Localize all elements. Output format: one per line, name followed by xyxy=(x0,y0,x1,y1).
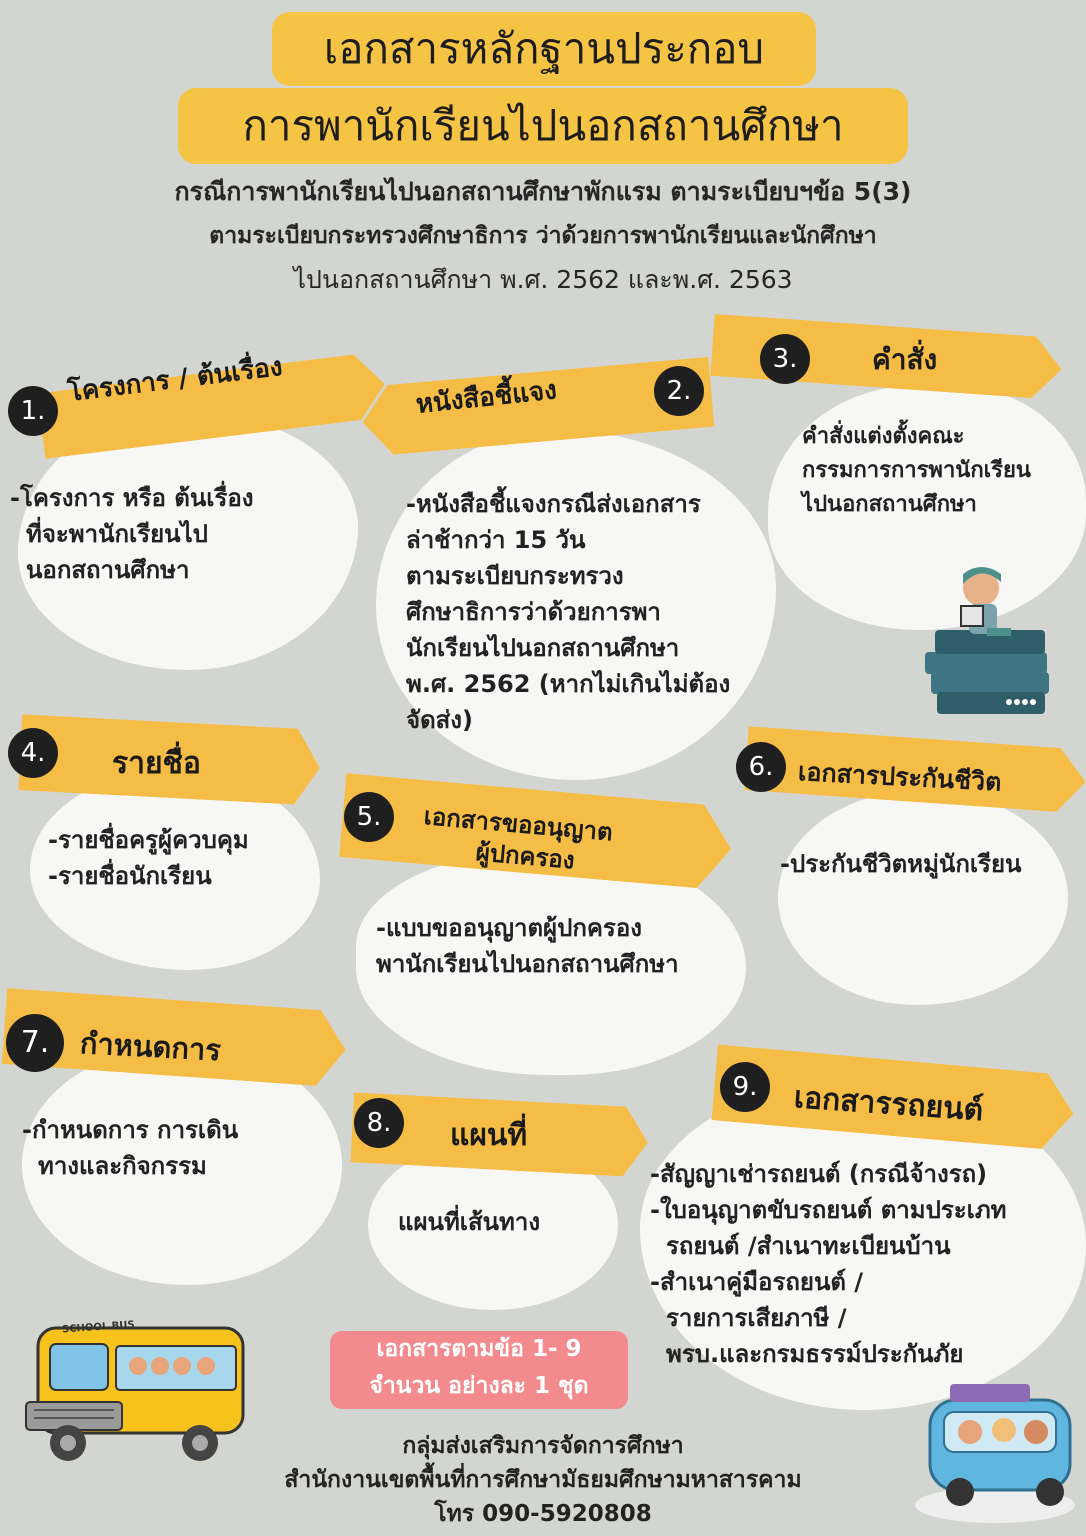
item-6-title: เอกสารประกันชีวิต xyxy=(797,757,1003,797)
subtitle-line-3: ไปนอกสถานศึกษา พ.ศ. 2562 และพ.ศ. 2563 xyxy=(293,265,793,294)
item-6-text: -ประกันชีวิตหมู่นักเรียน xyxy=(780,850,1022,878)
item-4-number: 4. xyxy=(8,728,58,778)
item-7-number: 7. xyxy=(6,1014,64,1072)
item-3-number: 3. xyxy=(760,334,810,384)
item-3-text: คำสั่งแต่งตั้งคณะ กรรมการการพานักเรียน ไปนอกสถานศึกษา xyxy=(802,424,1031,517)
bus-label: SCHOOL BUS xyxy=(61,1319,136,1336)
item-5-number: 5. xyxy=(344,792,394,842)
item-1-text: -โครงการ หรือ ต้นเรื่อง ที่จะพานักเรียนไป นอกสถานศึกษา xyxy=(10,484,254,584)
item-9-text: -สัญญาเช่ารถยนต์ (กรณีจ้างรถ) -ใบอนุญาตขับรถยนต์ ตามประเภท รถยนต์ /สำเนาทะเบียนบ้าน -สำเนาคู่มือรถยนต์ / รายการเสียภาษี / พรบ.และกรมธรรม์ประกันภัย xyxy=(650,1160,1007,1368)
item-7-text: -กำหนดการ การเดิน ทางและกิจกรรม xyxy=(22,1116,239,1180)
item-6-number: 6. xyxy=(736,742,786,792)
item-3-title: คำสั่ง xyxy=(872,343,938,376)
item-2-number: 2. xyxy=(654,366,704,416)
item-8-number: 8. xyxy=(354,1098,404,1148)
reading-child-illustration xyxy=(925,560,1060,730)
item-5-title-2: ผู้ปกครอง xyxy=(474,838,576,875)
footer-line-1: กลุ่มส่งเสริมการจัดการศึกษา xyxy=(402,1433,684,1459)
item-9-title: เอกสารรถยนต์ xyxy=(792,1080,985,1129)
title-line-2: การพานักเรียนไปนอกสถานศึกษา xyxy=(178,88,908,164)
subtitle-line-2: ตามระเบียบกระทรวงศึกษาธิการ ว่าด้วยการพานักเรียนและนักศึกษา xyxy=(209,223,877,249)
item-7-title: กำหนดการ xyxy=(79,1026,222,1068)
item-8-text: แผนที่เส้นทาง xyxy=(398,1208,541,1236)
item-1-number: 1. xyxy=(8,386,58,436)
item-8-title: แผนที่ xyxy=(450,1118,528,1153)
item-4-title: รายชื่อ xyxy=(112,746,201,781)
item-4-text: -รายชื่อครูผู้ควบคุม -รายชื่อนักเรียน xyxy=(48,826,249,890)
footer-line-2: สำนักงานเขตพื้นที่การศึกษามัธยมศึกษามหาสารคาม xyxy=(284,1467,802,1493)
blob-6 xyxy=(778,790,1068,1005)
item-1-title: โครงการ / ต้นเรื่อง xyxy=(66,351,285,408)
item-9-number: 9. xyxy=(720,1062,770,1112)
item-5-title-1: เอกสารขออนุญาต xyxy=(422,802,614,847)
item-5-text: -แบบขออนุญาตผู้ปกครอง พานักเรียนไปนอกสถานศึกษา xyxy=(376,914,679,978)
footer-line-3: โทร 090-5920808 xyxy=(434,1501,652,1527)
subtitle-line-1: กรณีการพานักเรียนไปนอกสถานศึกษาพักแรม ตามระเบียบฯข้อ 5(3) xyxy=(174,177,912,206)
note-line-2: จำนวน อย่างละ 1 ชุด xyxy=(369,1373,589,1399)
title-line-1: เอกสารหลักฐานประกอบ xyxy=(272,12,816,86)
note-line-1: เอกสารตามข้อ 1- 9 xyxy=(376,1336,582,1362)
item-2-text: -หนังสือชี้แจงกรณีส่งเอกสาร ล่าช้ากว่า 15 วัน ตามระเบียบกระทรวง ศึกษาธิการว่าด้วยการพา นักเรียนไปนอกสถานศึกษา พ.ศ. 2562 (หากไม่เกินไม่ต้อง จัดส่ง) xyxy=(406,490,731,734)
item-2-title: หนังสือชี้แจง xyxy=(414,375,559,420)
note-box xyxy=(330,1331,628,1409)
